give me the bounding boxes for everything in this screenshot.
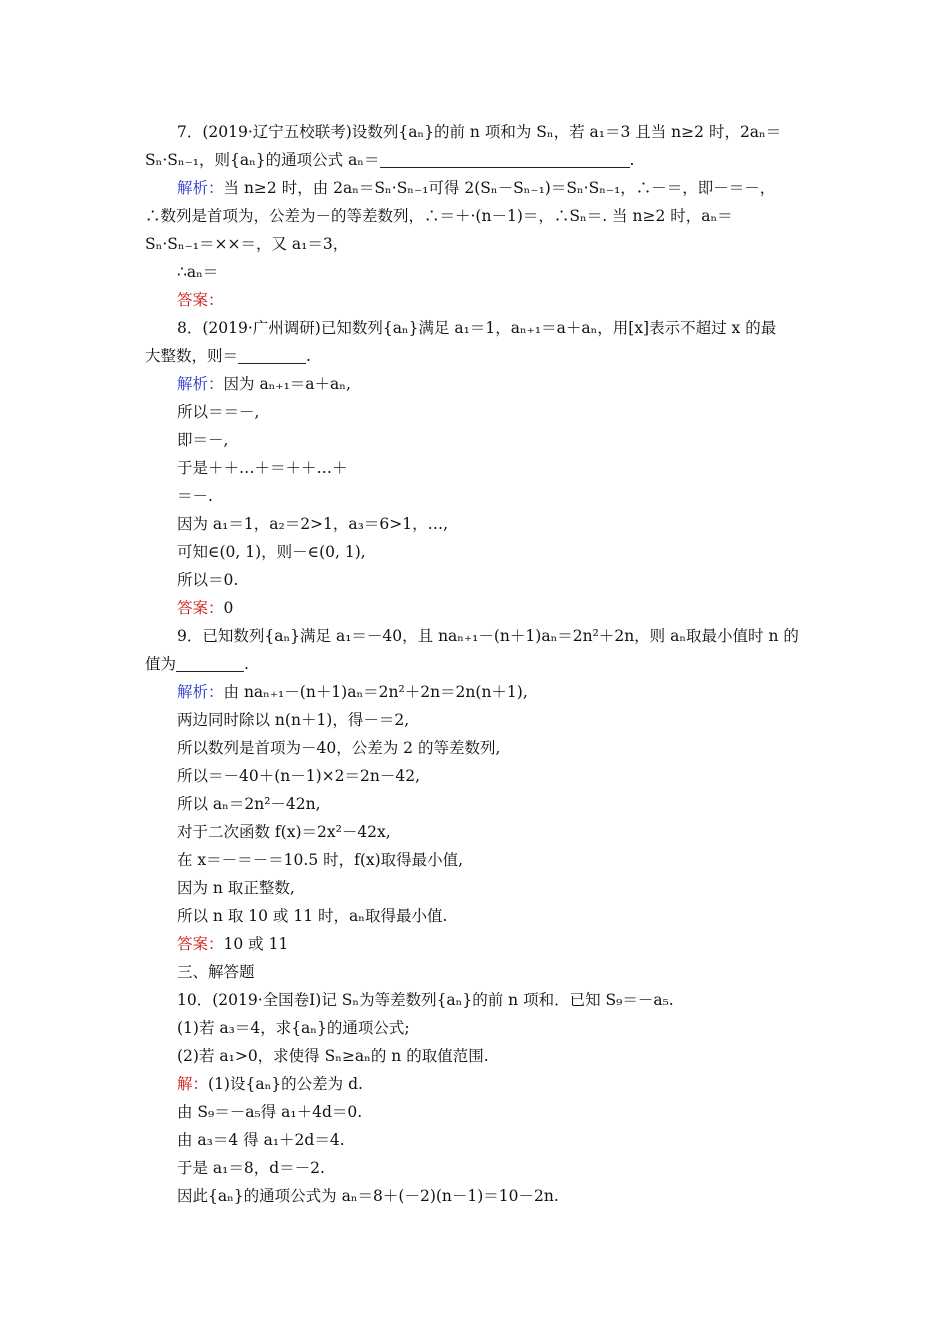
q8-analysis-7: 可知∈(0, 1)，则－∈(0, 1),	[177, 543, 366, 561]
q8-analysis-text-1: 因为 aₙ₊₁＝a＋aₙ,	[223, 375, 351, 393]
document-page	[145, 118, 807, 1210]
q7-analysis-3: Sₙ·Sₙ₋₁＝××＝，又 a₁＝3，	[145, 235, 349, 253]
q9-analysis-label: 解析：	[177, 683, 224, 701]
q9-answer-label: 答案：	[177, 935, 224, 953]
q9-line-2	[145, 650, 807, 678]
q8-answer	[145, 594, 807, 622]
q9-analysis-6: 对于二次函数 f(x)＝2x²－42x,	[177, 823, 391, 841]
q9-analysis-9: 所以 n 取 10 或 11 时，aₙ取得最小值.	[177, 907, 448, 925]
q8-answer-label: 答案：	[177, 599, 224, 617]
q9-answer-blank	[176, 653, 244, 672]
q9-analysis-3: 所以数列是首项为－40，公差为 2 的等差数列,	[177, 739, 501, 757]
q7-line-2-text: Sₙ·Sₙ₋₁，则{aₙ}的通项公式 aₙ＝	[145, 151, 380, 169]
q7-answer-blank	[380, 149, 630, 168]
q8-line-1: 8．(2019·广州调研)已知数列{aₙ}满足 a₁＝1，aₙ₊₁＝a＋aₙ，用[x]表示不超过 x 的最	[177, 319, 777, 337]
q9-line-2-end: .	[244, 655, 249, 673]
q7-analysis-label: 解析：	[177, 179, 224, 197]
q10-part-2: (2)若 a₁>0，求使得 Sₙ≥aₙ的 n 的取值范围.	[177, 1047, 489, 1065]
q10-solution-5: 因此{aₙ}的通项公式为 aₙ＝8＋(－2)(n－1)＝10－2n.	[177, 1187, 559, 1205]
q10-solution-label: 解：	[177, 1075, 209, 1093]
q7-analysis-4: ∴aₙ＝	[177, 263, 219, 281]
q8-analysis-2: 所以＝＝－,	[177, 403, 260, 421]
q8-line-2	[145, 342, 807, 370]
q9-analysis-5: 所以 aₙ＝2n²－42n,	[177, 795, 321, 813]
q7-analysis-text-1: 当 n≥2 时，由 2aₙ＝Sₙ·Sₙ₋₁可得 2(Sₙ－Sₙ₋₁)＝Sₙ·Sₙ₋₁，∴－＝，即－＝－，	[223, 179, 776, 197]
q8-analysis-5: ＝－.	[177, 487, 213, 505]
q9-analysis-text-1: 由 naₙ₊₁－(n＋1)aₙ＝2n²＋2n＝2n(n＋1),	[223, 683, 528, 701]
q9-analysis-8: 因为 n 取正整数,	[177, 879, 295, 897]
q8-line-2-text: 大整数，则＝	[145, 347, 239, 365]
q8-line-2-end: .	[306, 347, 311, 365]
q7-answer	[145, 286, 807, 314]
q9-line-2-text: 值为	[145, 655, 177, 673]
q8-answer-value: 0	[223, 599, 234, 617]
q9-analysis-7: 在 x＝－＝－＝10.5 时，f(x)取得最小值,	[177, 851, 464, 869]
q10-solution-text-1: (1)设{aₙ}的公差为 d.	[208, 1075, 363, 1093]
q10-solution-3: 由 a₃＝4 得 a₁＋2d＝4.	[177, 1131, 345, 1149]
q9-analysis-4: 所以＝－40＋(n－1)×2＝2n－42,	[177, 767, 421, 785]
q8-answer-blank	[238, 345, 306, 364]
q8-analysis-4: 于是＋＋…＋＝＋＋…＋	[177, 459, 348, 477]
q8-analysis-1	[145, 370, 807, 398]
q9-analysis-1	[145, 678, 807, 706]
q7-analysis-1	[145, 174, 807, 202]
q7-analysis-2: ∴数列是首项为，公差为－的等差数列，∴＝＋·(n－1)＝，∴Sₙ＝. 当 n≥2 时，aₙ＝	[145, 207, 733, 225]
q8-analysis-6: 因为 a₁＝1，a₂＝2>1，a₃＝6>1，…,	[177, 515, 449, 533]
q10-line-1: 10．(2019·全国卷Ⅰ)记 Sₙ为等差数列{aₙ}的前 n 项和．已知 S₉＝－a₅.	[177, 991, 674, 1009]
q8-analysis-label: 解析：	[177, 375, 224, 393]
q9-answer-value: 10 或 11	[223, 935, 289, 953]
q9-analysis-2: 两边同时除以 n(n＋1)，得－＝2,	[177, 711, 410, 729]
q8-analysis-3: 即＝－,	[177, 431, 229, 449]
q9-line-1: 9．已知数列{aₙ}满足 a₁＝－40，且 naₙ₊₁－(n＋1)aₙ＝2n²＋2n，则 aₙ取最小值时 n 的	[177, 627, 799, 645]
q10-solution-4: 于是 a₁＝8，d＝－2.	[177, 1159, 325, 1177]
q9-answer	[145, 930, 807, 958]
q7-line-1: 7．(2019·辽宁五校联考)设数列{aₙ}的前 n 项和为 Sₙ，若 a₁＝3 且当 n≥2 时，2aₙ＝	[177, 123, 782, 141]
q8-analysis-8: 所以＝0.	[177, 571, 239, 589]
q10-part-1: (1)若 a₃＝4，求{aₙ}的通项公式;	[177, 1019, 410, 1037]
section-title: 三、解答题	[177, 963, 255, 981]
q7-line-2-end: .	[629, 151, 635, 169]
q7-line-2	[145, 146, 807, 174]
q7-answer-label: 答案：	[177, 291, 224, 309]
q10-solution-2: 由 S₉＝－a₅得 a₁＋4d＝0.	[177, 1103, 363, 1121]
q10-solution-1	[145, 1070, 807, 1098]
